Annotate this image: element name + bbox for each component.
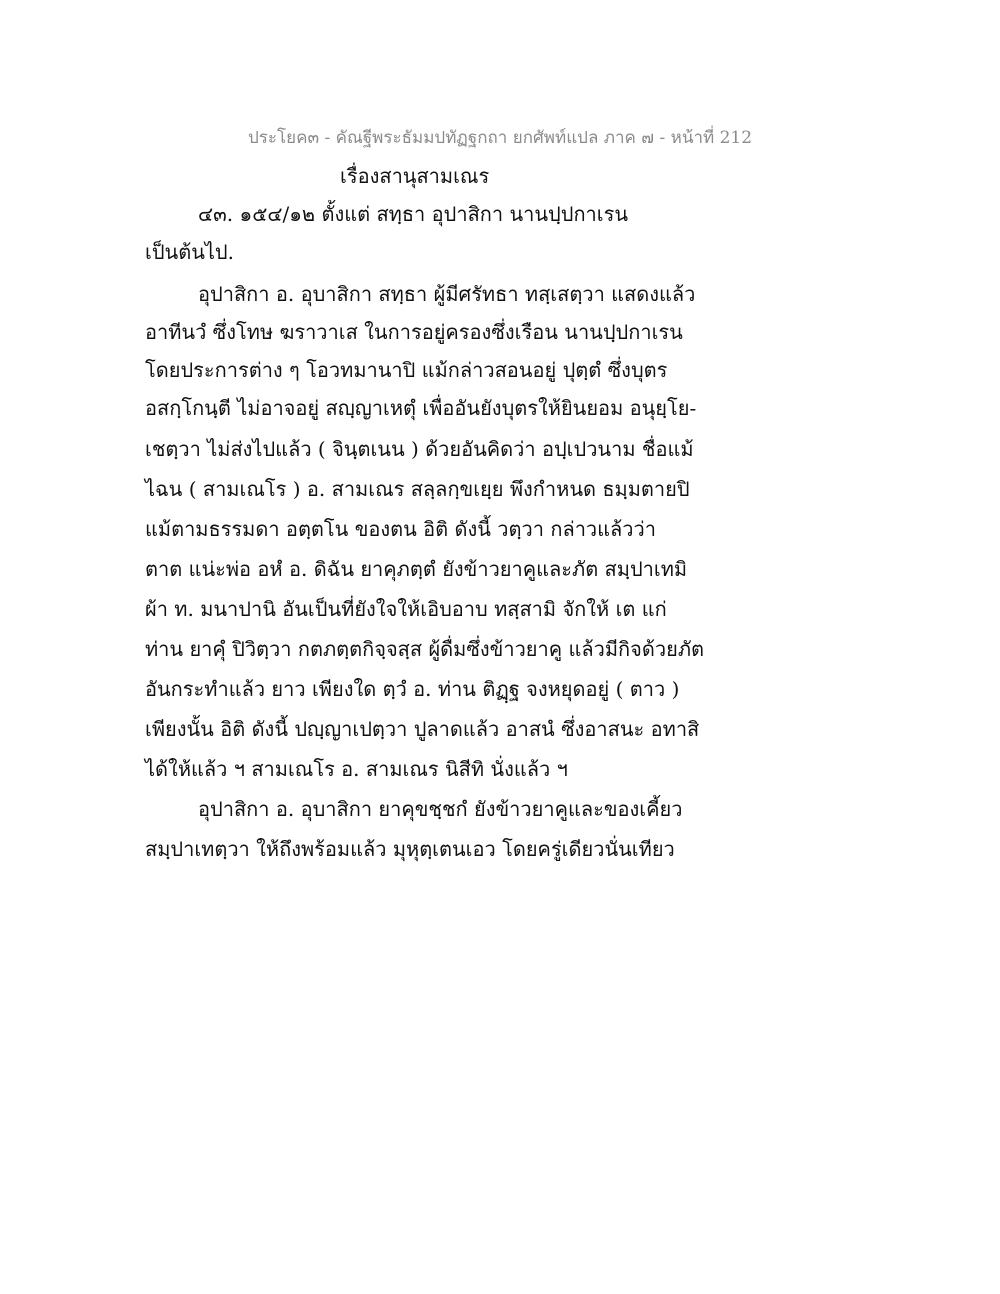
text-line: ๔๓. ๑๕๔/๑๒ ตั้งแต่ สทฺธา อุปาสิกา นานปฺปกาเรน [198, 202, 629, 226]
text-line: อาทีนวํ ซึ่งโทษ ฆราวาเส ในการอยู่ครองซึ่งเรือน นานปฺปกาเรน [145, 320, 683, 344]
text-line: อันกระทำแล้ว ยาว เพียงใด ตฺวํ อ. ท่าน ติฏฺฐ จงหยุดอยู่ ( ตาว ) [145, 677, 680, 701]
text-line: เพียงนั้น อิติ ดังนี้ ปญฺญาเปตฺวา ปูลาดแล้ว อาสนํ ซึ่งอาสนะ อทาสิ [145, 717, 700, 741]
text-line: ผ้า ท. มนาปานิ อันเป็นที่ยังใจให้เอิบอาบ ทสฺสามิ จักให้ เต แก่ [145, 597, 667, 621]
text-line: อสกฺโกนฺตี ไม่อาจอยู่ สญฺญาเหตุํ เพื่ออันยังบุตรให้ยินยอม อนุยฺโย- [145, 396, 697, 420]
text-line: สมฺปาเทตฺวา ให้ถึงพร้อมแล้ว มุหุตฺเตนเอว โดยครู่เดียวนั่นเทียว [145, 837, 675, 861]
text-line: ตาต แน่ะพ่อ อหํ อ. ดิฉัน ยาคุภตฺตํ ยังข้าวยาคูและภัต สมฺปาเทมิ [145, 557, 688, 581]
text-line: โดยประการต่าง ๆ โอวทมานาปิ แม้กล่าวสอนอยู่ ปุตฺตํ ซึ่งบุตร [145, 358, 668, 382]
text-line: แม้ตามธรรมดา อตฺตโน ของตน อิติ ดังนี้ วตฺวา กล่าวแล้วว่า [145, 517, 656, 541]
text-line: อุปาสิกา อ. อุบาสิกา ยาคุขชฺชกํ ยังข้าวยาคูและของเคี้ยว [198, 797, 683, 821]
text-line: ท่าน ยาคุํ ปิวิตฺวา กตภตฺตกิจฺจสฺส ผู้ดื่มซึ่งข้าวยาคู แล้วมีกิจด้วยภัต [145, 637, 704, 661]
text-line: เชตฺวา ไม่ส่งไปแล้ว ( จินฺตเนน ) ด้วยอันคิดว่า อปฺเปวนาม ชื่อแม้ [145, 437, 694, 461]
text-line: ได้ให้แล้ว ฯ สามเณโร อ. สามเณร นิสีทิ นั่งแล้ว ฯ [145, 757, 568, 781]
text-line: อุปาสิกา อ. อุบาสิกา สทฺธา ผู้มีศรัทธา ทสฺเสตฺวา แสดงแล้ว [198, 282, 696, 306]
text-line: ไฉน ( สามเณโร ) อ. สามเณร สลฺลกฺขเยฺย พึงกำหนด ธมฺมตายปิ [145, 477, 690, 501]
story-title: เรื่องสานุสามเณร [340, 164, 490, 188]
text-line: เป็นต้นไป. [145, 240, 234, 264]
page-header: ประโยค๓ - คัณฐีพระธัมมปทัฏฐกถา ยกศัพท์แปล ภาค ๗ - หน้าที่ 212 [247, 128, 753, 148]
